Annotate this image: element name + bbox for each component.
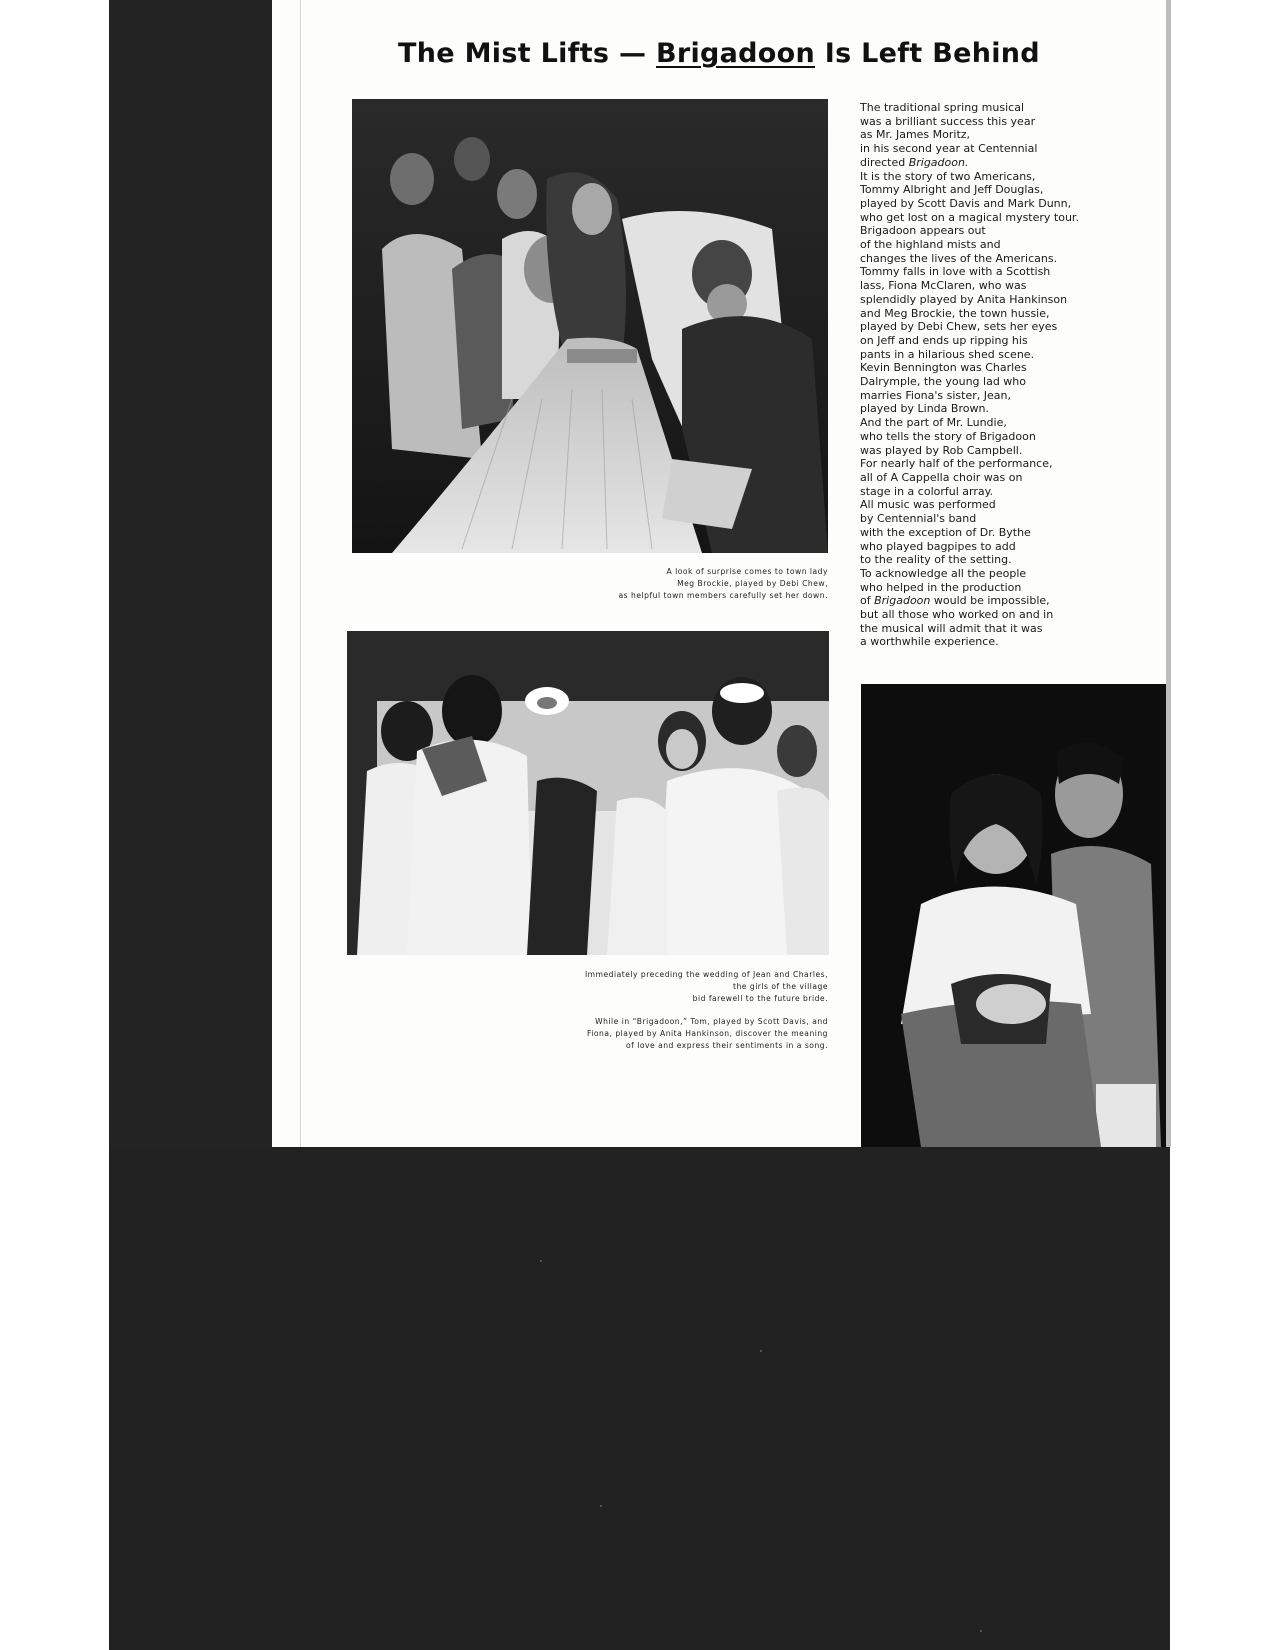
article-line: who get lost on a magical mystery tour.	[860, 210, 1079, 224]
article-line: Brigadoon appears out	[860, 224, 986, 238]
caption-line: While in “Brigadoon,” Tom, played by Scott Davis, and	[595, 1017, 828, 1026]
article-line: the musical will admit that it was	[860, 621, 1043, 635]
scan-speck	[600, 1505, 602, 1507]
couple-song-photo	[861, 684, 1166, 1147]
article-line-text: directed	[860, 155, 909, 169]
caption-village-girls	[540, 969, 828, 1005]
article-line: Tommy Albright and Jeff Douglas,	[860, 183, 1044, 197]
article-line: who helped in the production	[860, 580, 1022, 594]
article-line-text: of	[860, 594, 875, 608]
page-right-edge	[1166, 0, 1171, 1147]
article-line: stage in a colorful array.	[860, 484, 994, 498]
article-line: played by Scott Davis and Mark Dunn,	[860, 196, 1072, 210]
scan-speck	[540, 1260, 542, 1262]
article-line: a worthwhile experience.	[860, 635, 999, 649]
caption-line: Fiona, played by Anita Hankinson, discover the meaning	[586, 1029, 828, 1038]
scan-background-bottom	[109, 1147, 1170, 1650]
title-underlined-word: Brigadoon	[655, 38, 816, 69]
article-line	[860, 594, 1160, 608]
title-part-1: The Mist Lifts —	[398, 38, 656, 69]
caption-line: A look of surprise comes to town lady	[666, 567, 828, 576]
article-line: Tommy falls in love with a Scottish	[860, 265, 1051, 279]
article-line: marries Fiona's sister, Jean,	[860, 388, 1011, 402]
article-line: For nearly half of the performance,	[860, 457, 1053, 471]
article-italic-title: Brigadoon.	[908, 155, 969, 169]
article-line: Kevin Bennington was Charles	[860, 361, 1027, 375]
article-line: changes the lives of the Americans.	[860, 251, 1058, 265]
article-italic-title: Brigadoon	[874, 594, 931, 608]
village-girls-dance-photo	[347, 631, 829, 955]
article-line: and Meg Brockie, the town hussie,	[860, 306, 1050, 320]
article-line: as Mr. James Moritz,	[860, 128, 971, 142]
article-line: of the highland mists and	[860, 238, 1001, 252]
article-body	[860, 101, 1160, 649]
article-line: All music was performed	[860, 498, 996, 512]
article-line: played by Linda Brown.	[860, 402, 989, 416]
caption-line: the girls of the village	[733, 982, 828, 991]
page-fold-line	[300, 0, 301, 1147]
article-line: To acknowledge all the people	[860, 566, 1027, 580]
article-line: by Centennial's band	[860, 512, 977, 526]
caption-line: as helpful town members carefully set her down.	[618, 591, 828, 600]
article-line: And the part of Mr. Lundie,	[860, 416, 1007, 430]
article-line: played by Debi Chew, sets her eyes	[860, 320, 1058, 334]
article-line: splendidly played by Anita Hankinson	[860, 292, 1068, 306]
caption-line: of love and express their sentiments in a song.	[626, 1041, 828, 1050]
caption-line: bid farewell to the future bride.	[692, 994, 828, 1003]
article-line: The traditional spring musical	[860, 101, 1024, 114]
dance-lift-photo	[352, 99, 828, 553]
article-line: on Jeff and ends up ripping his	[860, 333, 1028, 347]
caption-couple-song	[540, 1016, 828, 1052]
caption-line: Meg Brockie, played by Debi Chew,	[677, 579, 828, 588]
title-part-2: Is Left Behind	[815, 38, 1040, 69]
caption-dance-lift	[560, 566, 828, 602]
article-line: Dalrymple, the young lad who	[860, 375, 1026, 389]
article-line: lass, Fiona McClaren, who was	[860, 279, 1027, 293]
article-line: It is the story of two Americans,	[860, 169, 1036, 183]
article-line: pants in a hilarious shed scene.	[860, 347, 1035, 361]
article-line-text: would be impossible,	[930, 594, 1050, 608]
article-line: to the reality of the setting.	[860, 553, 1012, 567]
scan-speck	[980, 1630, 982, 1632]
article-line: all of A Cappella choir was on	[860, 470, 1023, 484]
article-line: in his second year at Centennial	[860, 142, 1038, 156]
article-line: who tells the story of Brigadoon	[860, 429, 1036, 443]
article-line	[860, 156, 1160, 170]
page-title	[272, 38, 1166, 69]
article-line: was played by Rob Campbell.	[860, 443, 1023, 457]
article-line: who played bagpipes to add	[860, 539, 1016, 553]
caption-line: Immediately preceding the wedding of Jean and Charles,	[584, 970, 828, 979]
article-line: but all those who worked on and in	[860, 608, 1054, 622]
article-line: with the exception of Dr. Bythe	[860, 525, 1031, 539]
article-line: was a brilliant success this year	[860, 114, 1036, 128]
scan-speck	[760, 1350, 762, 1352]
